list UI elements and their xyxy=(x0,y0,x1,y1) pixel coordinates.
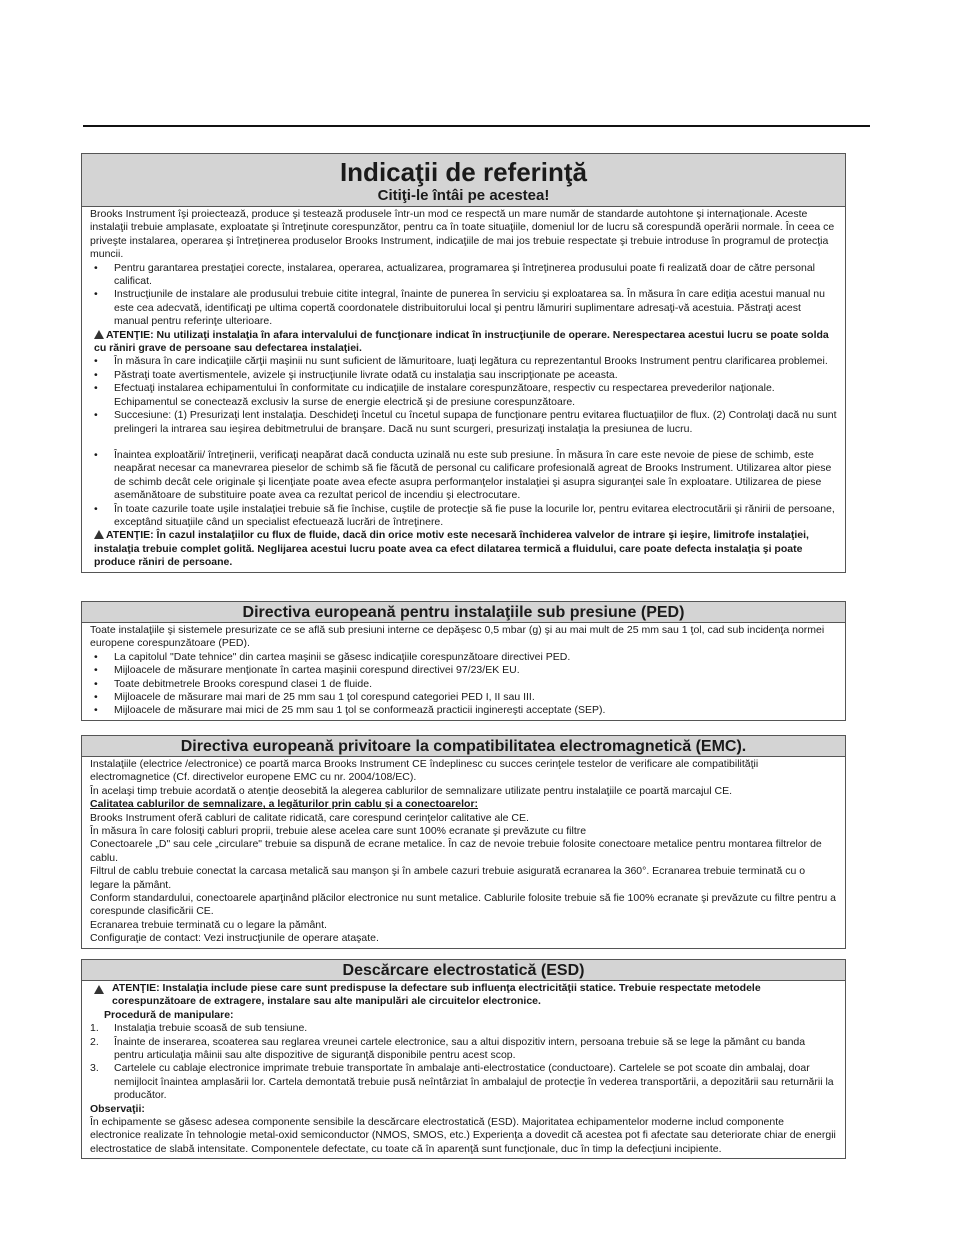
warning-text: ATENŢIE: Nu utilizaţi instalaţia în afara intervalului de funcţionare indicat în instrucţiunile de operare. Nerespectarea acestui lucru se poate solda cu răniri grave de persoane sau defectarea instalaţiei. xyxy=(94,328,829,355)
warning-text: ATENŢIE: Instalaţia include piese care sunt predispuse la defectare sub influenţa electricităţii statice. Trebuie respectate metodele corespunzătoare de extragere, instalare sau alte manipulări ale circuitelor electronice. xyxy=(112,982,761,1008)
reference-section xyxy=(81,153,846,573)
ped-header xyxy=(82,602,845,623)
reference-intro: Brooks Instrument îşi proiectează, produce şi testează produsele într-un mod ce respectă un mare număr de standarde autohtone şi internaţionale. Aceste instalaţii trebuie amplasate, exploatate şi întreţinute corespunzător, pentru ca în toate situaţiile, domeniul lor de lucru să corespundă operării normale. În ceea ce priveşte instalarea, operarea şi întreţinerea produselor Brooks Instrument, indicaţiile de mai jos trebuie respectate şi trebuie introduse în programul de protecţia muncii. xyxy=(90,208,835,261)
ped-section xyxy=(81,601,846,721)
list-item: • În toate cazurile toate uşile instalaţiei trebuie să fie închise, cuştile de protecţie să fie puse la locurile lor, pentru evitarea electrocutării şi rănirii de persoane, exceptând situaţiile când un specialist efectuează lucrări de întreţinere. xyxy=(90,503,837,530)
step-number: 2. xyxy=(90,1035,99,1048)
esd-section xyxy=(81,959,846,1159)
esd-title: Descărcare electrostatică (ESD) xyxy=(342,962,585,979)
emc-section xyxy=(81,735,846,949)
warning-note xyxy=(90,529,837,569)
emc-line: În măsura în care folosiţi cabluri proprii, trebuie alese acelea care sunt 100% ecranate şi prevăzute cu filtre xyxy=(90,825,587,838)
emc-paragraph: În acelaşi timp trebuie acordată o atenţie deosebită la alegerea cablurilor de semnalizare utilizate pentru instalaţiile ce poartă marcajul CE. xyxy=(90,784,733,797)
step-text: Cartelele cu cablaje electronice imprimate trebuie transportate în ambalaje anti-electrostatice (conductoare). Cartelele se pot scoate din ambalaj, doar nemijlocit înaintea amplasării lor. Cartela demontată trebuie pusă neîntârziat în ambalajul de protecţie în vederea transportării, a depozitării sau returnării la producător. xyxy=(114,1062,834,1102)
esd-procedure-title: Procedură de manipulare: xyxy=(104,1008,234,1021)
list-item: • Mijloacele de măsurare mai mici de 25 mm sau 1 ţol se conformează practicii inginereşti acceptate (SEP). xyxy=(90,704,837,717)
emc-body xyxy=(82,757,845,948)
list-item: • Mijloacele de măsurare menţionate în cartea maşinii corespund directivei 97/23/EK EU. xyxy=(90,664,837,677)
emc-line: Conform standardului, conectoarele aparţinând plăcilor electronice nu sunt metalice. Cablurile folosite trebuie să fie 100% ecranate şi prevăzute cu filtre pentru a corespunde clasificării CE. xyxy=(90,892,836,918)
list-item: • Instrucţiunile de instalare ale produsului trebuie citite integral, înainte de punerea în serviciu şi exploatarea sa. În măsura în care ediţia acestui manual nu este cea adecvată, identificaţi pe ultima copertă coordonatele distribuitorului local şi pentru lămuriri suplimentare adresaţi-vă acestuia. Păstraţi acest manual pentru referinţe ulterioare. xyxy=(90,288,837,328)
warning-icon xyxy=(94,985,104,994)
list-item: • Păstraţi toate avertismentele, avizele şi instrucţiunile livrate odată cu instalaţia sau inscripţionate pe aceasta. xyxy=(90,369,837,382)
warning-text: ATENŢIE: În cazul instalaţiilor cu flux de fluide, dacă din orice motiv este necesară închiderea valvelor de intrare şi ieşire, limitrofe instalaţiei, instalaţia trebuie complet golită. Neglijarea acestui lucru poate avea ca efect dilatarea termică a fluidului, care poate defecta instalaţia şi poate produce răniri de persoane. xyxy=(94,529,809,569)
ped-body xyxy=(82,623,845,720)
list-item: • Toate debitmetrele Brooks corespund clasei 1 de fluide. xyxy=(90,678,837,691)
list-item xyxy=(90,1036,837,1063)
step-number: 1. xyxy=(90,1022,99,1035)
emc-line: Ecranarea trebuie terminată cu o legare la pământ. xyxy=(90,918,327,931)
esd-observations-text: În echipamente se găsesc adesea componente sensibile la descărcare electrostatică (ESD). Majoritatea echipamentelor moderne includ componente electronice realizate în tehnologie metal-oxid semiconductor (NMOS, SMOS, etc.) Experienţa a dovedit că acestea pot fi afectate sau deteriorate chiar de energii electrostatice de slabă intensitate. Componentele defectate, cu toate că în aparenţă sunt funcţionale, duc în timp la defecţiuni incipiente. xyxy=(90,1116,836,1155)
emc-title: Directiva europeană privitoare la compatibilitatea electromagnetică (EMC). xyxy=(180,738,747,755)
list-item: • Mijloacele de măsurare mai mari de 25 mm sau 1 ţol corespund categoriei PED I, II sau III. xyxy=(90,691,837,704)
emc-line: Conectoarele „D" sau cele „circulare" trebuie sa dispună de ecrane metalice. În caz de nevoie trebuie folosite conectoare metalice pentru montarea filtrelor de cablu. xyxy=(90,838,822,864)
reference-body xyxy=(82,207,845,572)
step-text: Înainte de inserarea, scoaterea sau reglarea vreunei cartele electronice, sau a altui dispozitiv intern, persoana trebuie să se lege la pământ cu banda pentru articulaţia mâinii sau alte dispozitive de siguranţă disponibile pentru acest scop. xyxy=(114,1035,806,1062)
warning-note xyxy=(90,329,837,356)
esd-observations-title: Observaţii: xyxy=(90,1102,145,1115)
ped-title: Directiva europeană pentru instalaţiile sub presiune (PED) xyxy=(242,604,685,621)
list-item: • Succesiune: (1) Presurizaţi lent instalaţia. Deschideţi încetul cu încetul supapa de funcţionare pentru evitarea fluctuaţiilor de flux. (2) Controlaţi dacă nu sunt prelingeri la intrarea sau ieşirea debitmetrului de branşare. Dacă nu sunt scurgeri, presurizaţi instalaţia la presiunea de lucru. xyxy=(90,409,837,436)
header-rule xyxy=(83,125,870,127)
emc-line: Brooks Instrument oferă cabluri de calitate ridicată, care corespund cerinţelor calitative ale CE. xyxy=(90,811,529,824)
list-item xyxy=(90,1022,837,1035)
esd-body xyxy=(82,981,845,1158)
reference-title: Indicaţii de referinţă xyxy=(339,157,588,187)
ped-intro: Toate instalaţiile şi sistemele presurizate ce se află sub presiuni interne ce depăşesc 0,5 mbar (g) şi au mai mult de 25 mm sau 1 ţol, cad sub incidenţa normei europene corespunzătoare (PED). xyxy=(90,624,825,650)
step-text: Instalaţia trebuie scoasă de sub tensiune. xyxy=(114,1022,308,1035)
emc-subheading: Calitatea cablurilor de semnalizare, a legăturilor prin cablu şi a conectoarelor: xyxy=(90,798,479,811)
emc-header xyxy=(82,736,845,757)
list-item xyxy=(90,1062,837,1102)
emc-line: Configuraţie de contact: Vezi instrucţiunile de operare ataşate. xyxy=(90,932,379,945)
warning-icon xyxy=(94,530,104,539)
reference-subtitle: Citiţi-le întâi pe acestea! xyxy=(377,187,550,204)
list-item: • Efectuaţi instalarea echipamentului în conformitate cu indicaţiile de instalare corespunzătoare, respectiv cu respectarea prevederilor naţionale. Echipamentul se conectează exclusiv la surse de energie electrică şi de presiune corespunzătoare. xyxy=(90,382,837,409)
esd-warning xyxy=(90,982,837,1009)
esd-header xyxy=(82,960,845,981)
emc-paragraph: Instalaţiile (electrice /electronice) ce poartă marca Brooks Instrument CE îndeplinesc cu succes cerinţele testelor de verificare ale compatibilităţii electromagnetice (Cf. directivelor europene EMC cu nr. 2004/108/EC). xyxy=(90,758,759,784)
spacer xyxy=(90,436,837,449)
step-number: 3. xyxy=(90,1062,99,1075)
emc-line: Filtrul de cablu trebuie conectat la carcasa metalică sau manşon şi în ambele cazuri trebuie asigurată ecranarea la 360°. Ecranarea trebuie terminată cu o legare la pământ. xyxy=(90,865,806,891)
warning-icon xyxy=(94,330,104,339)
reference-header xyxy=(82,154,845,207)
list-item: • În măsura în care indicaţiile cărţii maşinii nu sunt suficient de lămuritoare, luaţi legătura cu reprezentantul Brooks Instrument pentru clarificarea problemei. xyxy=(90,355,837,368)
list-item: • Pentru garantarea prestaţiei corecte, instalarea, operarea, actualizarea, programarea şi întreţinerea produsului poate fi realizată doar de către personal calificat. xyxy=(90,262,837,289)
list-item: • La capitolul "Date tehnice" din cartea maşinii se găsesc indicaţiile corespunzătoare directivei PED. xyxy=(90,651,837,664)
list-item: • Înaintea exploatării/ întreţinerii, verificaţi neapărat dacă conducta uzinală nu este sub presiune. În măsura în care este nevoie de piese de schimb, este neapărat necesar ca manevrarea pieselor de schimb să fie făcută de personal cu calificare profesională agreat de Brooks Instrument. Utilizarea altor piese de schimb decât cele originale şi licenţiate poate avea efecte asupra performanţelor instalaţiei şi asupra siguranţei sale în exploatare. Utilizarea de piese asemănătoare de substituire poate avea ca rezultat pericol de incendiu şi electrocutare. xyxy=(90,449,837,503)
